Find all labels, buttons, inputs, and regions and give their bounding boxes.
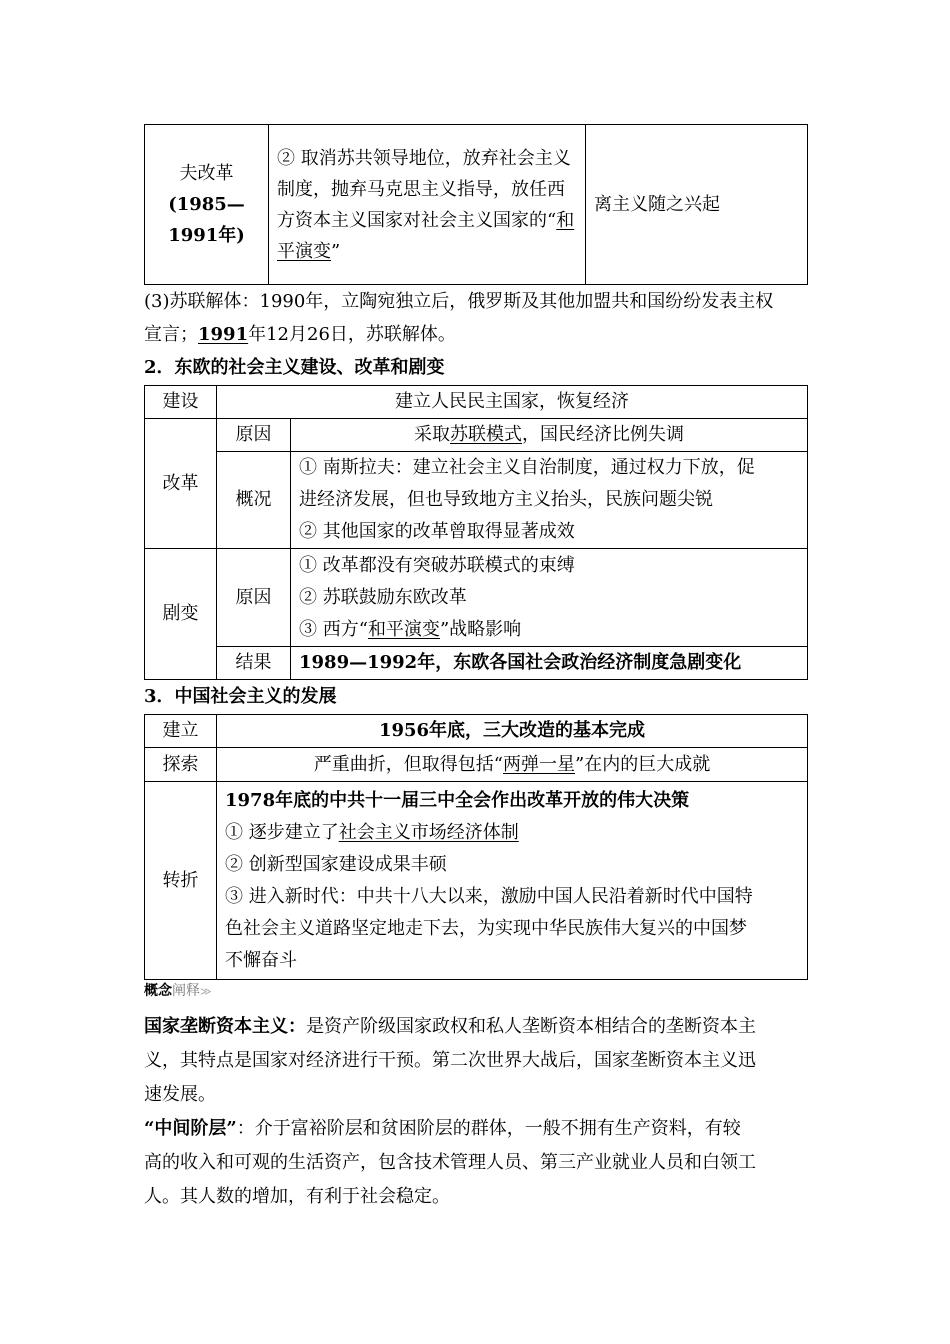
concept-2-term: “中间阶层” <box>144 1118 237 1139</box>
reform-result-cell: 离主义随之兴起 <box>586 125 808 285</box>
found-text: 1956年底，三大改造的基本完成 <box>217 715 808 748</box>
turn-2 <box>225 817 799 849</box>
reform-label: 改革 <box>145 419 217 549</box>
section2-heading: 2．东欧的社会主义建设、改革和剧变 <box>144 357 445 378</box>
eastern-europe-table <box>144 385 808 680</box>
upheaval-cause-1: ① 改革都没有突破苏联模式的束缚 <box>299 554 575 576</box>
turn-label: 转折 <box>145 782 217 980</box>
explore-label: 探索 <box>145 748 217 782</box>
reform-overview-label: 概况 <box>217 452 291 549</box>
dissolution-year: 1991 <box>198 324 249 345</box>
reform-overview-1: ① 南斯拉夫：建立社会主义自治制度，通过权力下放，促 <box>299 457 755 478</box>
upheaval-cause-2: ② 苏联鼓励东欧改革 <box>299 586 467 608</box>
upheaval-label: 剧变 <box>145 549 217 680</box>
two-bombs-one-satellite-term: 两弹一星 <box>503 753 575 775</box>
concept-1-text: 是资产阶级国家政权和私人垄断资本相结合的垄断资本主 <box>306 1016 756 1037</box>
turn-3: ② 创新型国家建设成果丰硕 <box>225 853 447 875</box>
concept-2-line1 <box>144 1112 808 1146</box>
soviet-reform-table <box>144 124 808 285</box>
reform-content-cell <box>269 125 586 285</box>
period-line: 夫改革 <box>179 163 234 184</box>
reform-cause-label: 原因 <box>217 419 291 452</box>
concept-label <box>144 980 212 1000</box>
reform-content-text: ② 取消苏共领导地位，放弃社会主义制度，抛弃马克思主义指导，放任西方资本主义国家对社会主义国家的“ <box>277 147 571 231</box>
explore-post: ”在内的巨大成就 <box>575 753 711 775</box>
concept-1-line3: 速发展。 <box>144 1084 216 1105</box>
upheaval-result-label: 结果 <box>217 647 291 680</box>
upheaval-cause-3 <box>299 614 799 646</box>
explore-pre: 严重曲折，但取得包括“ <box>313 753 503 775</box>
build-label: 建设 <box>145 386 217 419</box>
explore-text <box>217 748 808 782</box>
upheaval-result-text: 1989—1992年，东欧各国社会政治经济制度急剧变化 <box>291 647 808 680</box>
soviet-dissolution-line2 <box>144 318 808 351</box>
reform-overview-1b: 进经济发展，但也导致地方主义抬头，民族问题尖锐 <box>299 489 713 510</box>
upheaval-cause-label: 原因 <box>217 549 291 647</box>
upheaval-cause-3-pre: ③ 西方“ <box>299 618 368 640</box>
reform-overview-cell <box>291 452 808 549</box>
concept-label-bold: 概念 <box>144 983 172 999</box>
upheaval-cause-cell <box>291 549 808 647</box>
build-text: 建立人民民主国家，恢复经济 <box>217 386 808 419</box>
soviet-dissolution-line1 <box>144 285 808 318</box>
turn-4b: 色社会主义道路坚定地走下去，为实现中华民族伟大复兴的中国梦 <box>225 917 747 939</box>
concept-body <box>144 1010 808 1214</box>
concept-2-text: ：介于富裕阶层和贫困阶层的群体，一般不拥有生产资料，有较 <box>236 1118 741 1139</box>
reform-cause-pre: 采取 <box>414 424 450 445</box>
turn-1: 1978年底的中共十一届三中全会作出改革开放的伟大决策 <box>225 789 690 811</box>
upheaval-cause-3-post: ”战略影响 <box>439 618 522 640</box>
dissolution-text-1: (3)苏联解体：1990年，立陶宛独立后，俄罗斯及其他加盟共和国纷纷发表主权 <box>144 291 774 312</box>
chevron-down-icon: ≫ <box>200 985 212 998</box>
concept-label-light: 阐释 <box>172 983 200 999</box>
turn-2-pre: ① 逐步建立了 <box>225 821 339 843</box>
period-line: (1985— <box>168 194 245 215</box>
reform-cause-post: ，国民经济比例失调 <box>522 424 684 445</box>
reform-cause-text <box>291 419 808 452</box>
period-line: 1991年) <box>168 225 245 246</box>
concept-1-line1 <box>144 1010 808 1044</box>
concept-1-line2: 义，其特点是国家对经济进行干预。第二次世界大战后，国家垄断资本主义迅 <box>144 1050 756 1071</box>
concept-2-line2: 高的收入和可观的生活资产，包含技术管理人员、第三产业就业人员和白领工 <box>144 1152 756 1173</box>
concept-2-line3: 人。其人数的增加，有利于社会稳定。 <box>144 1186 450 1207</box>
soviet-model-term: 苏联模式 <box>450 424 522 445</box>
found-label: 建立 <box>145 715 217 748</box>
turn-4c: 不懈奋斗 <box>225 949 297 971</box>
china-table <box>144 714 808 980</box>
peaceful-evolution-term: 和平演变 <box>277 209 575 262</box>
reform-period-cell <box>145 125 269 285</box>
turn-cell <box>217 782 808 980</box>
dissolution-post: 年12月26日，苏联解体。 <box>248 324 456 345</box>
market-economy-term: 社会主义市场经济体制 <box>338 821 519 843</box>
section3-heading: 3．中国社会主义的发展 <box>144 686 337 707</box>
reform-content-tail: ” <box>331 240 341 262</box>
page-content <box>144 124 808 980</box>
concept-1-term: 国家垄断资本主义： <box>144 1016 306 1037</box>
peaceful-evolution-term: 和平演变 <box>367 618 440 640</box>
reform-overview-2: ② 其他国家的改革曾取得显著成效 <box>299 521 575 542</box>
dissolution-pre: 宣言； <box>144 324 198 345</box>
turn-4a: ③ 进入新时代：中共十八大以来，激励中国人民沿着新时代中国特 <box>225 885 753 907</box>
